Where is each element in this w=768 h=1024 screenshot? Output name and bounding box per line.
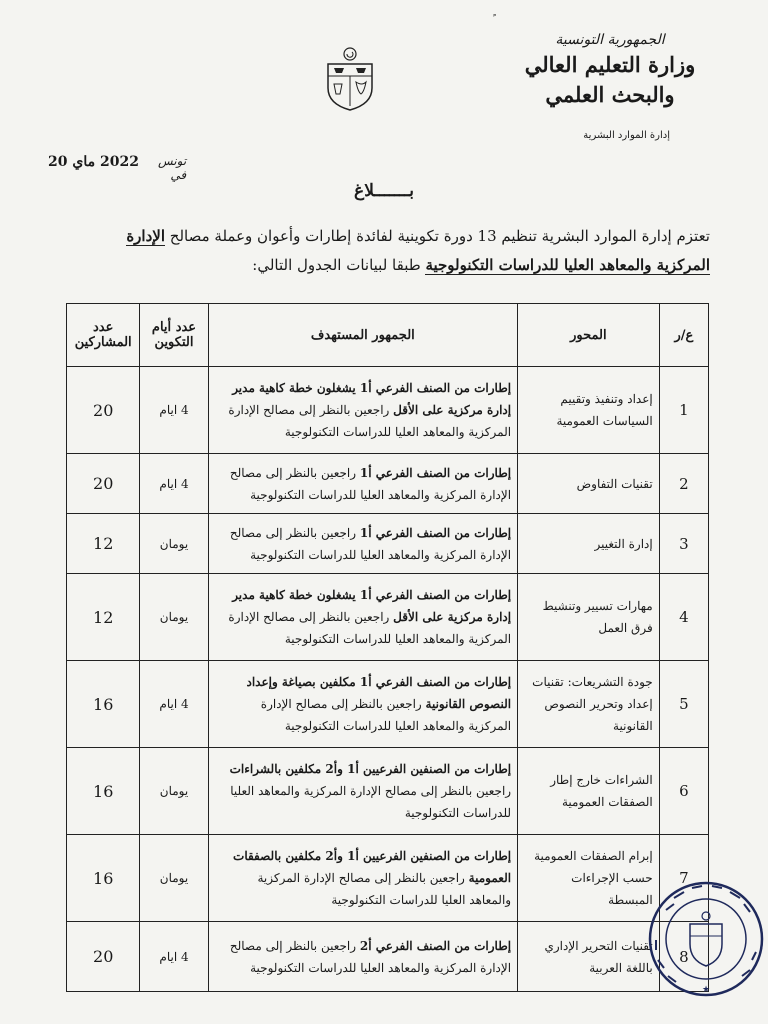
row-participants: 12 <box>67 574 140 661</box>
svg-text:★: ★ <box>701 985 711 995</box>
table-row <box>67 661 709 748</box>
intro-emphasis: الإدارة المركزية والمعاهد العليا للدراسات التكنولوجية <box>126 227 710 274</box>
ministry-name-line1: وزارة التعليم العالي <box>524 52 696 77</box>
row-days: 4 ايام <box>140 922 208 992</box>
row-participants: 20 <box>67 454 140 514</box>
row-axis: مهارات تسيير وتنشيط فرق العمل <box>518 574 660 661</box>
col-header-participants: عدد المشاركين <box>67 304 140 367</box>
col-header-days: عدد أيام التكوين <box>140 304 208 367</box>
row-participants: 20 <box>67 367 140 454</box>
table-row <box>67 454 709 514</box>
audience-bold: إطارات من الصنفين الفرعيين أ1 وأ2 مكلفين بالشراءات <box>229 762 512 776</box>
row-days: 4 ايام <box>140 367 208 454</box>
audience-bold: إطارات من الصنف الفرعي أ1 <box>359 465 512 480</box>
row-days: يومان <box>140 748 208 835</box>
audience-rest: راجعين بالنظر إلى مصالح الإدارة المركزية والمعاهد العليا للدراسات التكنولوجية <box>230 784 512 820</box>
department-label: إدارة الموارد البشرية <box>583 130 670 141</box>
row-audience <box>208 514 517 574</box>
row-audience <box>208 367 517 454</box>
row-audience <box>208 454 517 514</box>
place-label: تونس في <box>157 154 187 182</box>
row-axis: إبرام الصفقات العمومية حسب الإجراءات المبسطة <box>518 835 660 922</box>
row-num: 8 <box>659 922 708 992</box>
row-days: 4 ايام <box>140 661 208 748</box>
table-row <box>67 574 709 661</box>
table-row <box>67 367 709 454</box>
row-participants: 20 <box>67 922 140 992</box>
table-row <box>67 748 709 835</box>
audience-rest: راجعين بالنظر إلى مصالح الإدارة المركزية والمعاهد العليا للدراسات التكنولوجية <box>257 871 512 907</box>
row-audience <box>208 661 517 748</box>
row-audience <box>208 748 517 835</box>
date-label: 2022 ماي 20 <box>48 154 139 170</box>
row-days: يومان <box>140 514 208 574</box>
row-num: 5 <box>659 661 708 748</box>
table-header-row <box>67 304 709 367</box>
republic-label: الجمهورية التونسية <box>555 32 665 48</box>
row-days: يومان <box>140 574 208 661</box>
row-num: 2 <box>659 454 708 514</box>
row-axis: إعداد وتنفيذ وتقييم السياسات العمومية <box>518 367 660 454</box>
col-header-num: ع/ر <box>659 304 708 367</box>
letterhead <box>510 32 710 108</box>
row-days: 4 ايام <box>140 454 208 514</box>
row-num: 3 <box>659 514 708 574</box>
audience-bold: إطارات من الصنفين الفرعيين أ1 وأ2 مكلفين بالصفقات العمومية <box>233 849 512 885</box>
intro-text: تعتزم إدارة الموارد البشرية تنظيم 13 دورة تكوينية لفائدة إطارات وأعوان وعملة مصالح <box>169 227 710 245</box>
row-days: يومان <box>140 835 208 922</box>
audience-rest: راجعين بالنظر إلى مصالح الإدارة المركزية والمعاهد العليا للدراسات التكنولوجية <box>229 938 512 975</box>
row-axis: جودة التشريعات: تقنيات إعداد وتحرير النصوص القانونية <box>518 661 660 748</box>
row-audience <box>208 574 517 661</box>
row-num: 4 <box>659 574 708 661</box>
row-axis: تقنيات التفاوض <box>518 454 660 514</box>
row-participants: 16 <box>67 661 140 748</box>
row-participants: 16 <box>67 748 140 835</box>
audience-rest: راجعين بالنظر إلى مصالح الإدارة المركزية والمعاهد العليا للدراسات التكنولوجية <box>260 697 512 733</box>
audience-rest: راجعين بالنظر إلى مصالح الإدارة المركزية والمعاهد العليا للدراسات التكنولوجية <box>229 525 512 562</box>
row-num: 7 <box>659 835 708 922</box>
audience-bold: إطارات من الصنف الفرعي أ1 يشغلون خطة كاهية مدير إدارة مركزية على الأقل <box>232 588 512 624</box>
row-axis: إدارة التغيير <box>518 514 660 574</box>
audience-bold: إطارات من الصنف الفرعي أ1 مكلفين بصياغة وإعداد النصوص القانونية <box>246 675 512 711</box>
audience-rest: راجعين بالنظر إلى مصالح الإدارة المركزية والمعاهد العليا للدراسات التكنولوجية <box>228 610 512 646</box>
col-header-audience: الجمهور المستهدف <box>208 304 517 367</box>
row-participants: 12 <box>67 514 140 574</box>
table-row <box>67 514 709 574</box>
col-header-axis: المحور <box>518 304 660 367</box>
row-audience <box>208 922 517 992</box>
audience-bold: إطارات من الصنف الفرعي أ2 <box>359 938 512 953</box>
row-audience <box>208 835 517 922</box>
audience-bold: إطارات من الصنف الفرعي أ1 <box>359 525 512 540</box>
row-axis: الشراءات خارج إطار الصفقات العمومية <box>518 748 660 835</box>
table-row <box>67 835 709 922</box>
row-participants: 16 <box>67 835 140 922</box>
intro-paragraph <box>95 222 710 280</box>
ministry-name-line2: والبحث العلمي <box>545 82 675 107</box>
audience-bold: إطارات من الصنف الفرعي أ1 يشغلون خطة كاهية مدير إدارة مركزية على الأقل <box>232 381 512 417</box>
row-num: 1 <box>659 367 708 454</box>
audience-rest: راجعين بالنظر إلى مصالح الإدارة المركزية والمعاهد العليا للدراسات التكنولوجية <box>228 403 512 439</box>
document-title: بـــــــلاغ <box>354 181 414 201</box>
audience-rest: راجعين بالنظر إلى مصالح الإدارة المركزية والمعاهد العليا للدراسات التكنولوجية <box>229 465 512 502</box>
training-table <box>66 303 709 992</box>
intro-tail: طبقا لبيانات الجدول التالي: <box>252 256 426 274</box>
row-axis: تقنيات التحرير الإداري باللغة العربية <box>518 922 660 992</box>
table-row <box>67 922 709 992</box>
tunisia-coat-of-arms-icon <box>324 46 376 112</box>
official-stamp-icon <box>644 880 768 998</box>
row-num: 6 <box>659 748 708 835</box>
